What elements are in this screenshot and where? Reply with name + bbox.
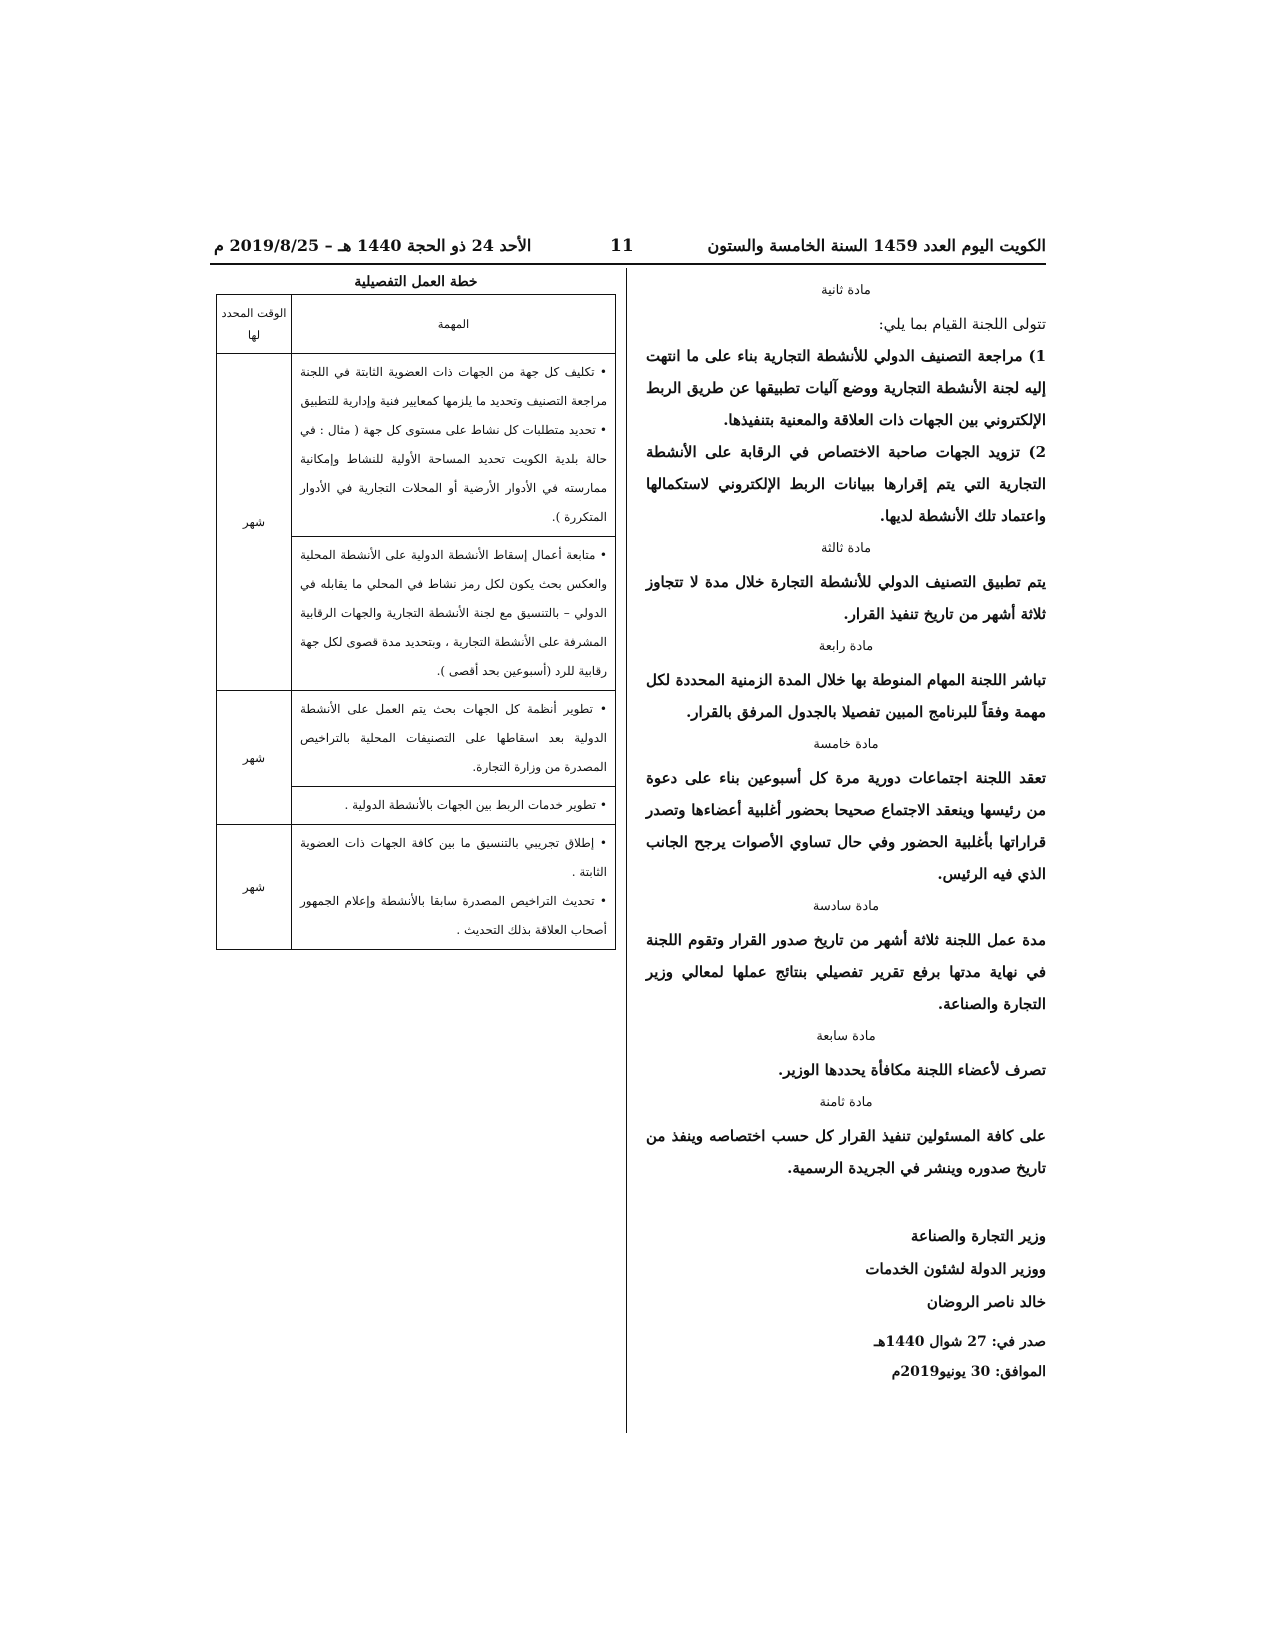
- signatory-name: خالد ناصر الروضان: [926, 1293, 1046, 1311]
- issued-date-gregorian: الموافق: 30 يونيو2019م: [891, 1364, 1046, 1380]
- signature-block: [646, 1220, 1046, 1319]
- article-2-item-2: 2) تزويد الجهات صاحبة الاختصاص في الرقابة على الأنشطة التجارية التي يتم إقرارها ببيانات الربط الإلكتروني لاستكمالها واعتماد تلك الأنشطة لديها.: [646, 443, 1046, 525]
- task-item: • إطلاق تجريبي بالتنسيق ما بين كافة الجهات ذات العضوية الثابتة .: [300, 836, 607, 879]
- plan-table: [216, 294, 616, 950]
- article-5-text: تعقد اللجنة اجتماعات دورية مرة كل أسبوعين بناء على دعوة من رئيسها وينعقد الاجتماع صحيحا بحضور أغلبية أعضاءها وتصدر قراراتها بأغلبية الحضور وفي حال تساوي الأصوات يرجح الجانب الذي فيه الرئيس.: [646, 769, 1046, 883]
- article-6-text: مدة عمل اللجنة ثلاثة أشهر من تاريخ صدور القرار وتقوم اللجنة في نهاية مدتها برفع تقرير تفصيلي بنتائج عملها لمعالي وزير التجارة والصناعة.: [646, 931, 1046, 1013]
- signatory-title-1: وزير التجارة والصناعة: [910, 1227, 1046, 1245]
- table-row: [217, 825, 616, 950]
- task-item: • تطوير أنظمة كل الجهات بحث يتم العمل على الأنشطة الدولية بعد اسقاطها على التصنيفات المحلية بالتراخيص المصدرة من وزارة التجارة.: [300, 702, 607, 774]
- plan-table-title: خطة العمل التفصيلية: [354, 274, 478, 290]
- article-8-title: مادة ثامنة: [819, 1095, 873, 1110]
- article-4-text: تباشر اللجنة المهام المنوطة بها خلال المدة الزمنية المحددة لكل مهمة وفقاً للبرنامج المبين تفصيلا بالجدول المرفق بالقرار.: [646, 671, 1046, 721]
- decision-column: [646, 274, 1046, 1387]
- time-cell: شهر: [217, 825, 292, 950]
- task-item: • تكليف كل جهة من الجهات ذات العضوية الثابتة في اللجنة مراجعة التصنيف وتحديد ما يلزمها كمعايير فنية وإدارية للتطبيق: [300, 365, 607, 408]
- task-cell: [292, 825, 616, 950]
- task-item: • تحديث التراخيص المصدرة سابقا بالأنشطة وإعلام الجمهور أصحاب العلاقة بذلك التحديث .: [300, 894, 607, 937]
- article-2-item-1: 1) مراجعة التصنيف الدولي للأنشطة التجارية بناء على ما انتهت إليه لجنة الأنشطة التجارية ووضع آليات تطبيقها عن طريق الربط الإلكتروني بين الجهات ذات العلاقة والمعنية بتنفيذها.: [646, 347, 1046, 429]
- article-3-text: يتم تطبيق التصنيف الدولي للأنشطة التجارة خلال مدة لا تتجاوز ثلاثة أشهر من تاريخ تنفيذ القرار.: [646, 573, 1046, 623]
- gazette-issue-info: الكويت اليوم العدد 1459 السنة الخامسة والستون: [707, 236, 1046, 255]
- article-3-title: مادة ثالثة: [820, 541, 872, 556]
- task-cell: [292, 354, 616, 537]
- task-cell: [292, 691, 616, 787]
- column-header-time: الوقت المحدد لها: [217, 295, 292, 354]
- task-item: • متابعة أعمال إسقاط الأنشطة الدولية على الأنشطة المحلية والعكس بحث يكون لكل رمز نشاط في المحلي ما يقابله في الدولي – بالتنسيق مع لجنة الأنشطة التجارية والجهات الرقابية المشرفة على الأنشطة التجارية ، وبتحديد مدة قصوى لكل جهة رقابية للرد (أسبوعين بحد أقصى ).: [300, 548, 607, 678]
- signatory-title-2: ووزير الدولة لشئون الخدمات: [865, 1260, 1046, 1278]
- task-item: • تحديد متطلبات كل نشاط على مستوى كل جهة ( مثال : في حالة بلدية الكويت تحديد المساحة الأولية للنشاط وإمكانية ممارسته في الأدوار الأرضية أو المحلات التجارية في الأدوار المتكررة ).: [300, 423, 607, 524]
- page-header: [214, 236, 1046, 262]
- article-2-intro: تتولى اللجنة القيام بما يلي:: [878, 315, 1046, 333]
- task-item: • تطوير خدمات الربط بين الجهات بالأنشطة الدولية .: [344, 798, 607, 812]
- time-cell: شهر: [217, 354, 292, 691]
- article-2-title: مادة ثانية: [821, 283, 871, 298]
- issued-date-hijri: صدر في: 27 شوال 1440هـ: [874, 1334, 1046, 1350]
- plan-column: [216, 274, 616, 950]
- table-header-row: [217, 295, 616, 354]
- table-row: [217, 691, 616, 787]
- issue-date: الأحد 24 ذو الحجة 1440 هـ – 2019/8/25 م: [214, 236, 532, 255]
- article-5-title: مادة خامسة: [813, 737, 879, 752]
- header-rule: [210, 263, 1046, 265]
- article-7-text: تصرف لأعضاء اللجنة مكافأة يحددها الوزير.: [778, 1061, 1046, 1079]
- article-4-title: مادة رابعة: [818, 639, 874, 654]
- article-6-title: مادة سادسة: [812, 899, 880, 914]
- article-7-title: مادة سابعة: [816, 1029, 876, 1044]
- article-8-text: على كافة المسئولين تنفيذ القرار كل حسب اختصاصه وينفذ من تاريخ صدوره وينشر في الجريدة الرسمية.: [646, 1127, 1046, 1177]
- time-cell: شهر: [217, 691, 292, 825]
- table-row: [217, 354, 616, 537]
- issue-dates: [646, 1327, 1046, 1387]
- page-number: 11: [610, 236, 634, 256]
- task-cell: [292, 537, 616, 691]
- task-cell: [292, 787, 616, 825]
- column-header-task: المهمة: [292, 295, 616, 354]
- column-divider: [626, 268, 627, 1433]
